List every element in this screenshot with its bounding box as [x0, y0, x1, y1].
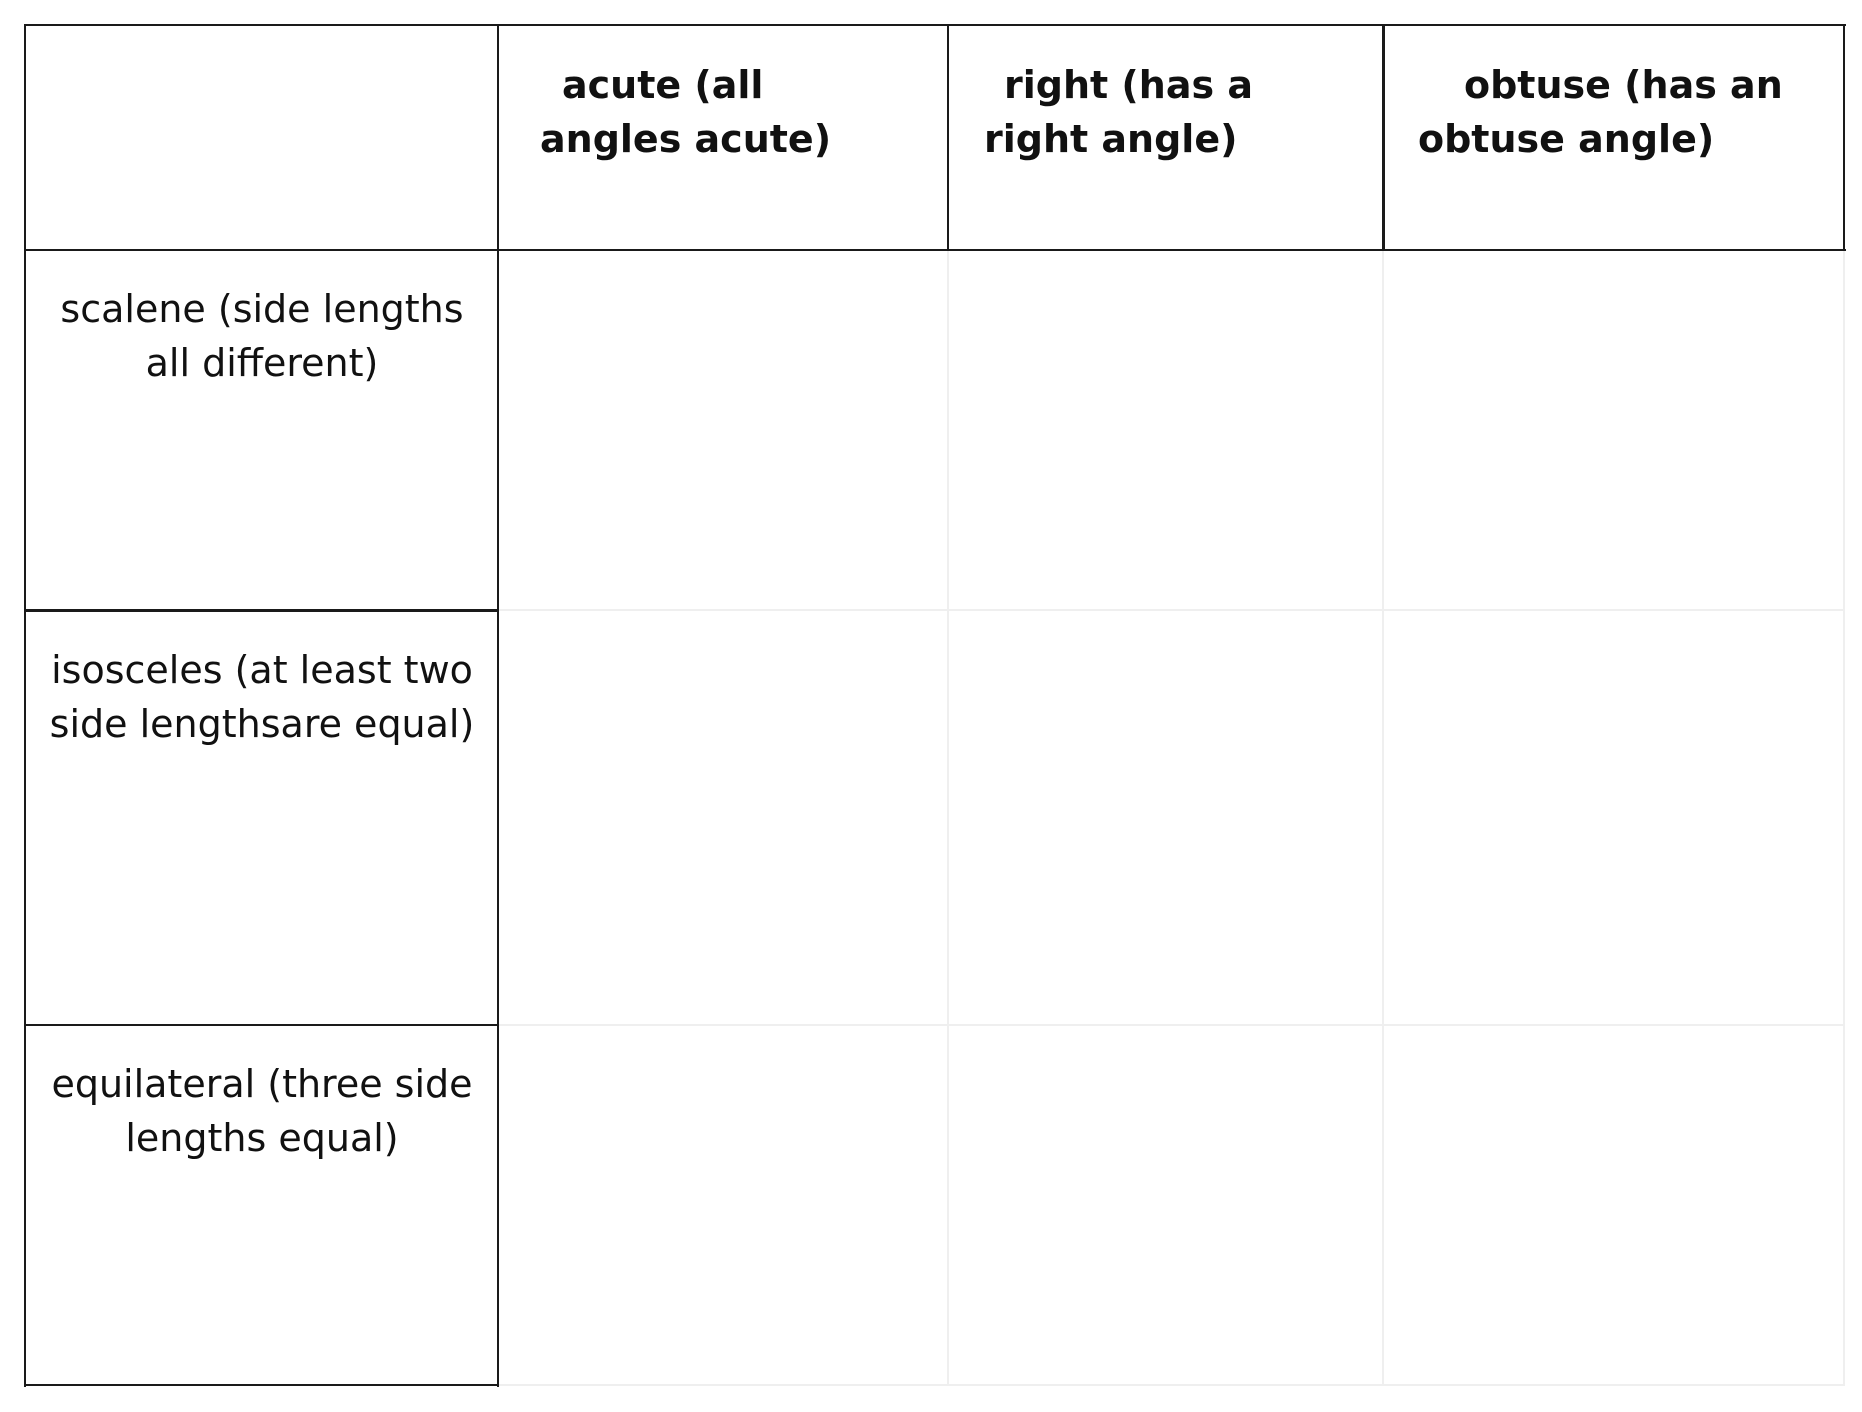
faint-col-line-3 — [1843, 251, 1845, 1385]
cell-scalene-right[interactable] — [949, 251, 1382, 609]
cell-isosceles-acute[interactable] — [499, 611, 947, 1024]
corner-cell — [26, 26, 497, 249]
cell-isosceles-obtuse[interactable] — [1384, 611, 1843, 1024]
cell-isosceles-right[interactable] — [949, 611, 1382, 1024]
cell-scalene-obtuse[interactable] — [1384, 251, 1843, 609]
column-header-right: right (has a right angle) — [984, 63, 1253, 161]
cell-scalene-acute[interactable] — [499, 251, 947, 609]
table-border-bottom — [24, 1384, 499, 1386]
faint-row-line-3 — [499, 1384, 1845, 1386]
row-separator-2 — [24, 1024, 499, 1026]
table-border-right-header — [1843, 24, 1845, 251]
row-label-scalene: scalene (side lengths all different) — [60, 287, 464, 385]
row-label-equilateral: equilateral (three side lengths equal) — [51, 1062, 473, 1160]
cell-equilateral-obtuse[interactable] — [1384, 1026, 1843, 1384]
column-header-obtuse: obtuse (has an obtuse angle) — [1418, 63, 1783, 161]
cell-equilateral-right[interactable] — [949, 1026, 1382, 1384]
row-label-isosceles: isosceles (at least two side lengthsare equal) — [49, 648, 475, 746]
header-divider-1 — [947, 24, 949, 251]
column-header-acute: acute (all angles acute) — [540, 63, 832, 161]
cell-equilateral-acute[interactable] — [499, 1026, 947, 1384]
header-divider-2 — [1382, 24, 1385, 251]
row-separator-1 — [24, 609, 499, 612]
